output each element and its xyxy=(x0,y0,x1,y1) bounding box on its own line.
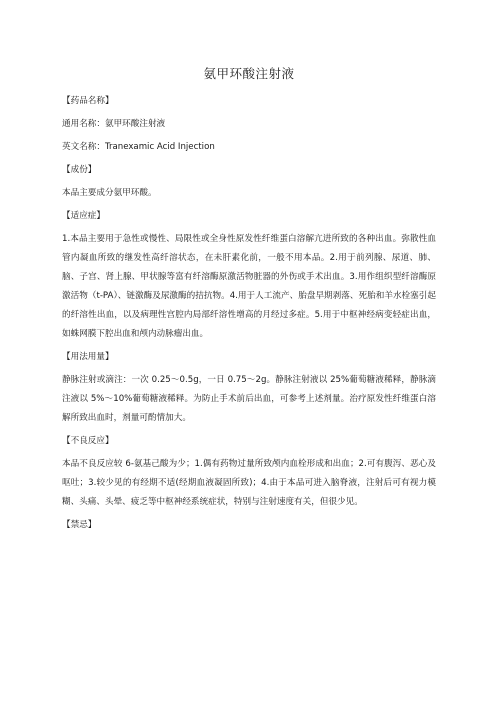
adverse-reactions-paragraph: 本品不良反应较 6-氨基己酸为少；1.偶有药物过量所致颅内血栓形成和出血；2.可有腹泻、恶心及呕吐；3.较少见的有经期不适(经期血液凝固所致)；4.由于本品可进入脑脊液，注射后可有视力模糊、头痛、头晕、疲乏等中枢神经系统症状，特别与注射速度有关，但很少见。 xyxy=(62,459,436,507)
section-heading-ingredients: 【成份】 xyxy=(62,165,97,175)
section-heading-adverse-reactions: 【不良反应】 xyxy=(62,436,114,446)
english-name-line: 英文名称：Tranexamic Acid Injection xyxy=(62,142,215,152)
dosage-paragraph: 静脉注射或滴注：一次 0.25～0.5g，一日 0.75～2g。静脉注射液以 25%葡萄糖液稀释，静脉滴注液以 5%～10%葡萄糖液稀释。为防止手术前后出血，可参考上述剂量。治疗原发性纤维蛋白溶解所致出血时，剂量可酌情加大。 xyxy=(62,375,436,423)
section-heading-indications: 【适应症】 xyxy=(62,211,105,221)
indications-paragraph: 1.本品主要用于急性或慢性、局限性或全身性原发性纤维蛋白溶解亢进所致的各种出血。弥散性血管内凝血所致的继发性高纤溶状态，在未肝素化前，一般不用本品。2.用于前列腺、尿道、肺、脑、子宫、肾上腺、甲状腺等富有纤溶酶原激活物脏器的外伤或手术出血。3.用作组织型纤溶酶原激活物（t-PA）、链激酶及尿激酶的拮抗物。4.用于人工流产、胎盘早期剥落、死胎和羊水栓塞引起的纤溶性出血，以及病理性宫腔内局部纤溶性增高的月经过多症。5.用于中枢神经病变轻症出血，如蛛网膜下腔出血和颅内动脉瘤出血。 xyxy=(62,234,436,339)
ingredients-line: 本品主要成分氨甲环酸。 xyxy=(62,188,157,198)
section-heading-dosage: 【用法用量】 xyxy=(62,352,114,362)
section-heading-drug-name: 【药品名称】 xyxy=(62,96,114,106)
generic-name-line: 通用名称：氨甲环酸注射液 xyxy=(62,119,166,129)
document-title: 氨甲环酸注射液 xyxy=(203,66,295,81)
section-heading-contraindications: 【禁忌】 xyxy=(62,520,97,530)
